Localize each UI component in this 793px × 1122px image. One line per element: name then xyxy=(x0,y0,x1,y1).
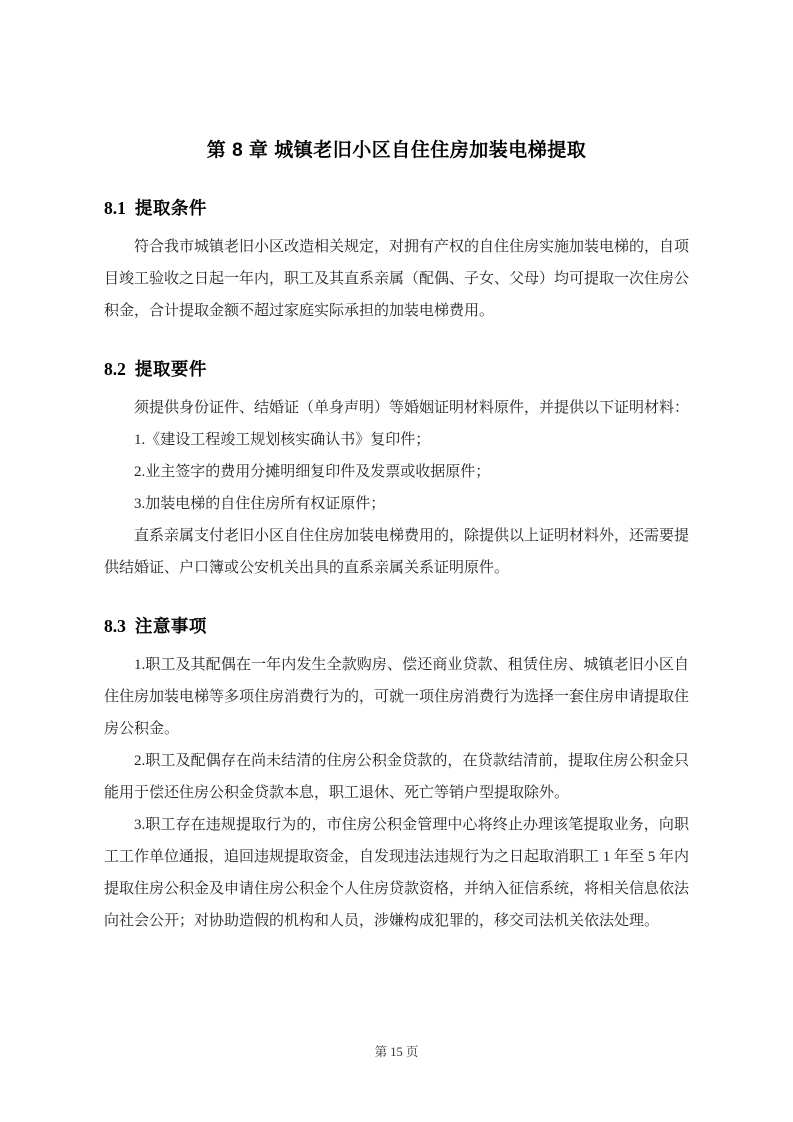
page-number-label: 第 15 页 xyxy=(374,1045,419,1059)
paragraph: 3.加装电梯的自住住房所有权证原件； xyxy=(134,496,386,512)
section-heading xyxy=(104,356,689,382)
paragraph: 直系亲属支付老旧小区自住住房加装电梯费用的，除提供以上证明材料外，还需要提供结婚证、户口簿或公安机关出具的直系亲属关系证明原件。 xyxy=(104,528,690,576)
section-title: 提取条件 xyxy=(134,198,207,218)
paragraph: 2.职工及配偶存在尚未结清的住房公积金贷款的，在贷款结清前，提取住房公积金只能用于偿还住房公积金贷款本息，职工退休、死亡等销户型提取除外。 xyxy=(104,753,689,801)
paragraph: 1.《建设工程竣工规划核实确认书》复印件； xyxy=(134,432,431,448)
section-number: 8.3 xyxy=(104,616,126,636)
section-title: 注意事项 xyxy=(134,616,207,636)
document-section-8.3 xyxy=(104,613,689,937)
section-number: 8.1 xyxy=(104,198,126,218)
paragraph: 2.业主签字的费用分摊明细复印件及发票或收据原件； xyxy=(134,464,491,480)
section-heading xyxy=(104,613,689,639)
chapter-title: 第 8 章 城镇老旧小区自住住房加装电梯提取 xyxy=(206,140,587,161)
paragraph: 符合我市城镇老旧小区改造相关规定，对拥有产权的自住住房实施加装电梯的，自项目竣工验收之日起一年内，职工及其直系亲属（配偶、子女、父母）均可提取一次住房公积金，合计提取金额不超过家庭实际承担的加装电梯费用。 xyxy=(104,239,690,319)
page-footer xyxy=(0,1042,793,1060)
document-section-8.2 xyxy=(104,356,689,584)
paragraph: 1.职工及其配偶在一年内发生全款购房、偿还商业贷款、租赁住房、城镇老旧小区自住住房加装电梯等多项住房消费行为的，可就一项住房消费行为选择一套住房申请提取住房公积金。 xyxy=(104,657,690,737)
document-section-8.1 xyxy=(104,195,689,327)
section-title: 提取要件 xyxy=(134,359,207,379)
sections-container xyxy=(104,195,689,937)
paragraph: 3.职工存在违规提取行为的，市住房公积金管理中心将终止办理该笔提取业务，向职工工作单位通报，追回违规提取资金，自发现违法违规行为之日起取消职工 1 年至 5 年内提取住房公积金及申请住房公积金个人住房贷款资格，并纳入征信系统，将相关信息依法向社会公开；对协助造假的机构和人员，涉嫌构成犯罪的，移交司法机关依法处理。 xyxy=(104,817,690,929)
paragraph: 须提供身份证件、结婚证（单身声明）等婚姻证明材料原件，并提供以下证明材料： xyxy=(134,400,690,416)
section-number: 8.2 xyxy=(104,359,126,379)
section-heading xyxy=(104,195,689,221)
